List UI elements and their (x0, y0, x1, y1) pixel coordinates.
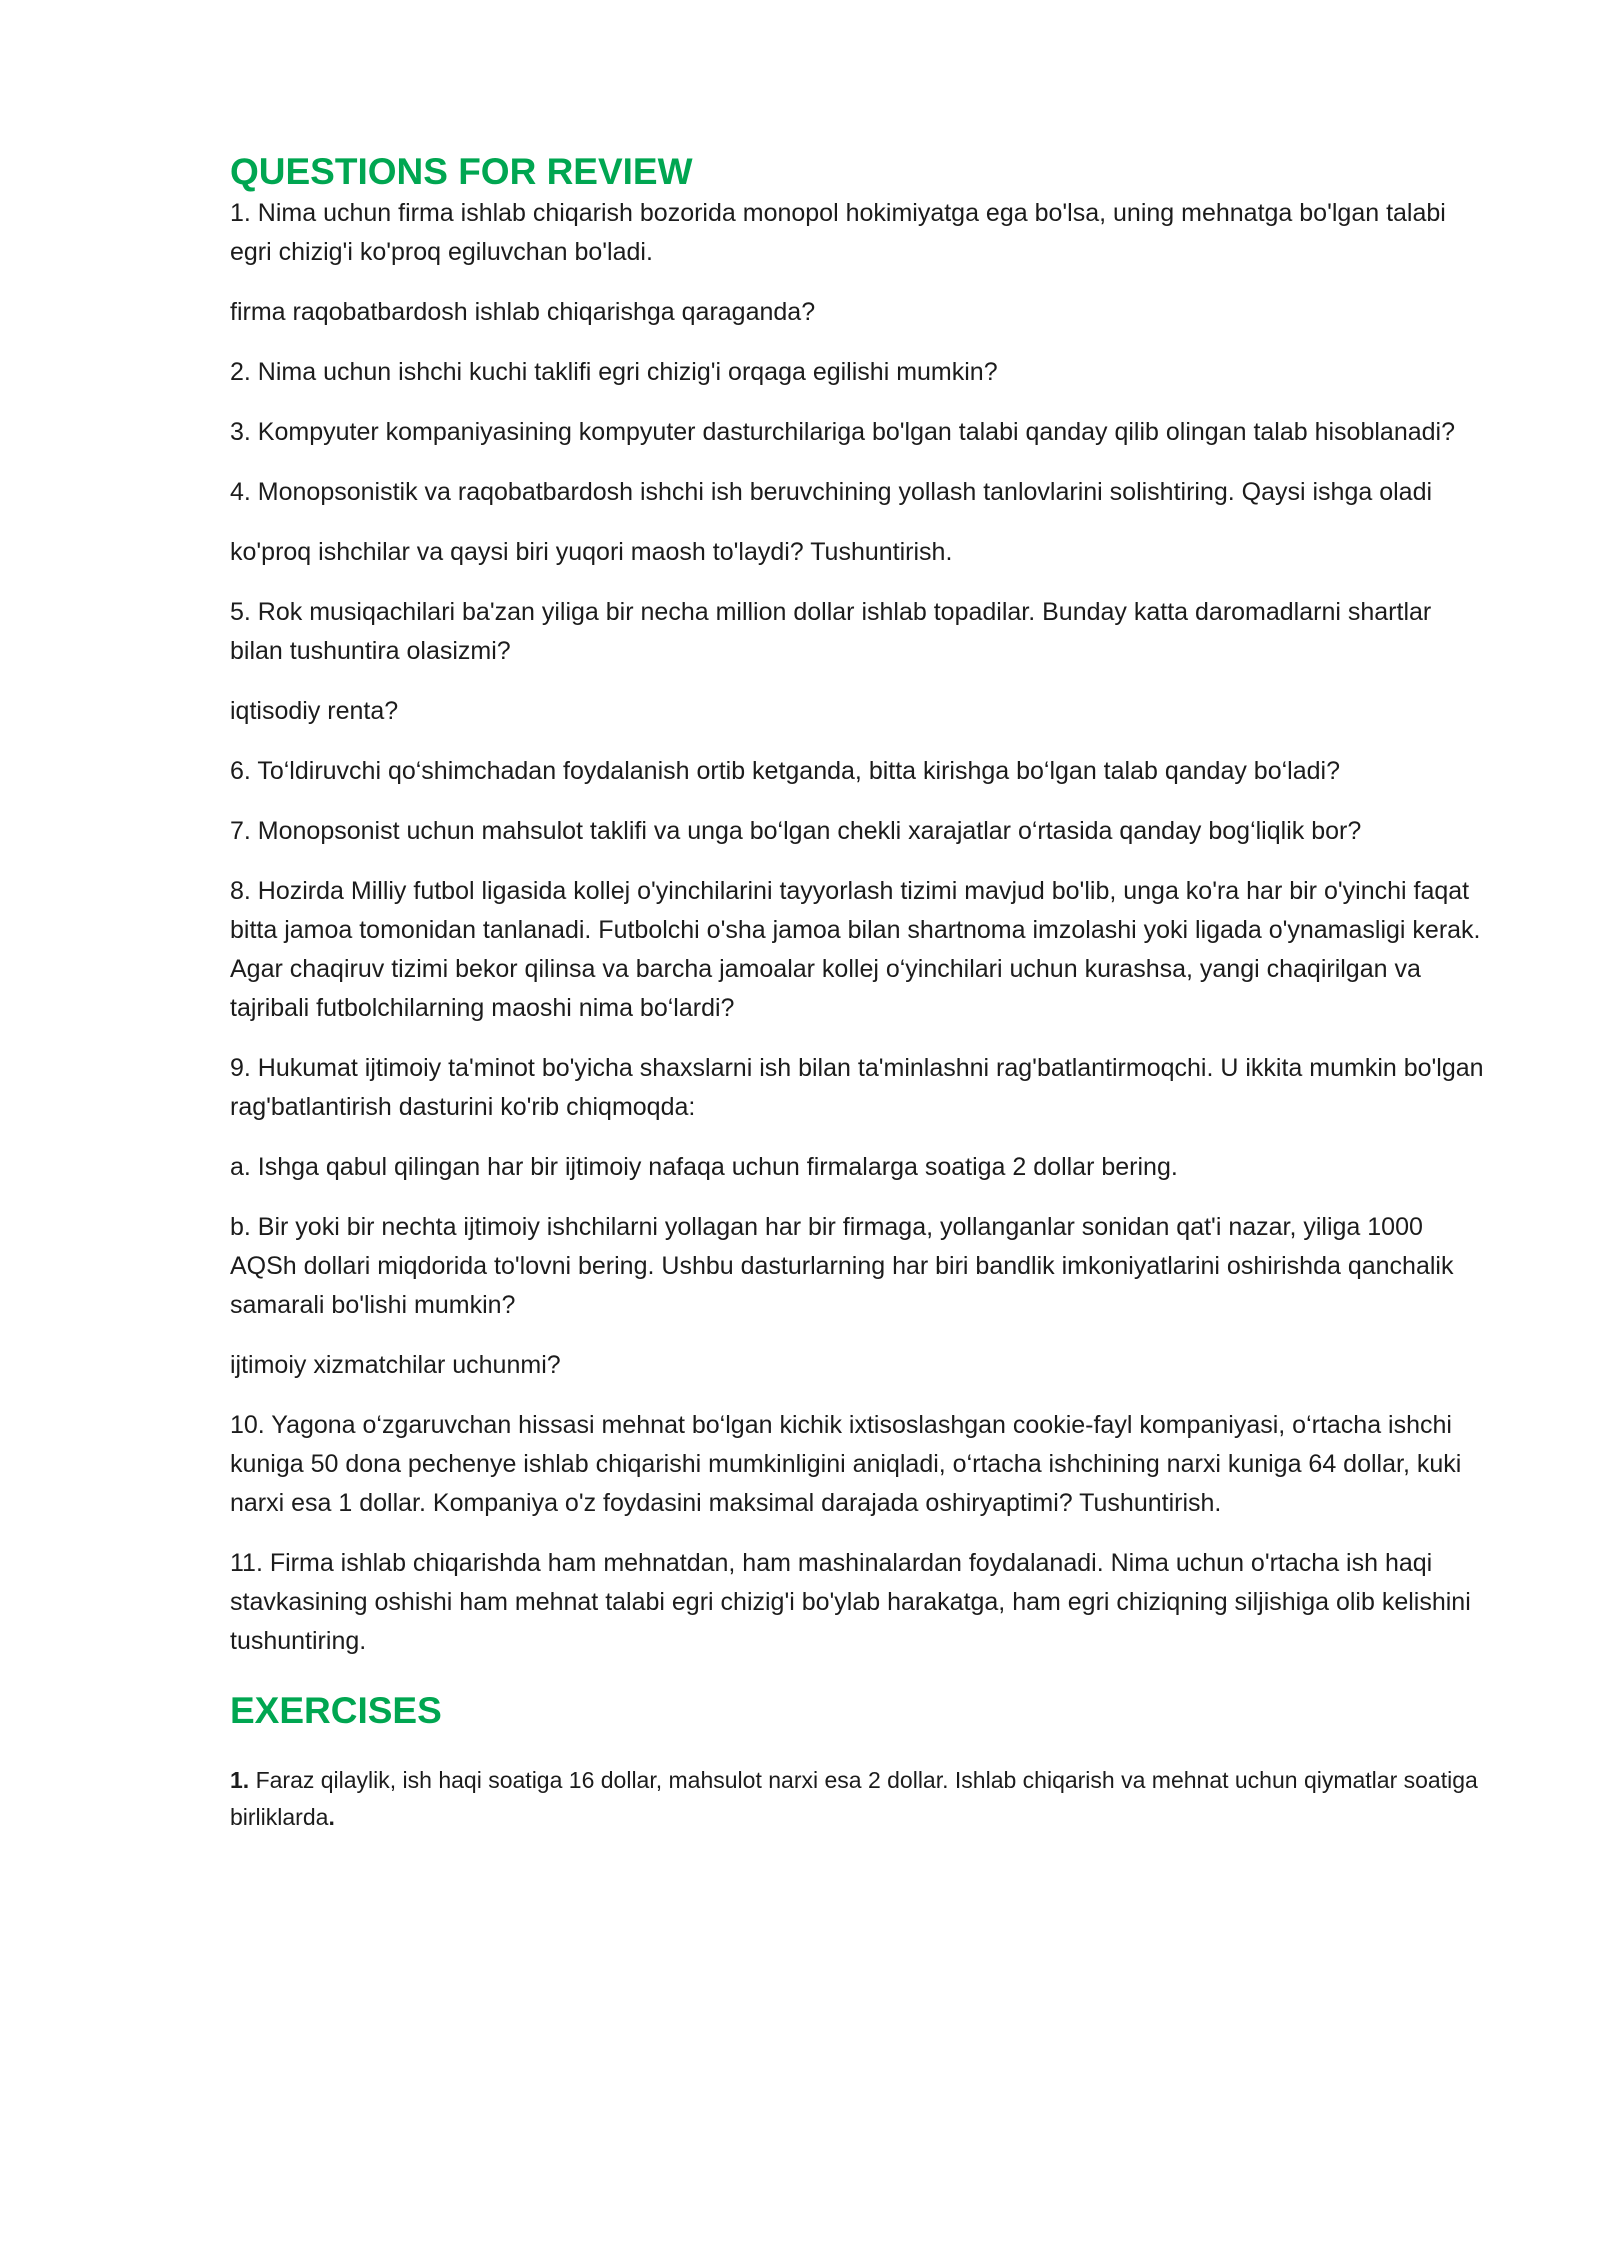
question-paragraph: 9. Hukumat ijtimoiy ta'minot bo'yicha shaxslarni ish bilan ta'minlashni rag'batlantirmoqchi. U ikkita mumkin bo'lgan rag'batlantirish dasturini ko'rib chiqmoqda: (230, 1054, 1484, 1122)
exercise-number: 1. (230, 1766, 250, 1793)
exercises-list (230, 1762, 1490, 1836)
exercise-end-mark: . (328, 1803, 335, 1830)
document-page (230, 150, 1490, 1836)
questions-heading: QUESTIONS FOR REVIEW (230, 151, 693, 192)
question-paragraph: firma raqobatbardosh ishlab chiqarishga qaraganda? (230, 298, 816, 327)
question-paragraph: 3. Kompyuter kompaniyasining kompyuter dasturchilariga bo'lgan talabi qanday qilib olingan talab hisoblanadi? (230, 418, 1455, 447)
question-paragraph: 10. Yagona o‘zgaruvchan hissasi mehnat bo‘lgan kichik ixtisoslashgan cookie-fayl kompaniyasi, o‘rtacha ishchi kuniga 50 dona pechenye ishlab chiqarishi mumkinligini aniqladi, o‘rtacha ishchining narxi kuniga 64 dollar, kuki narxi esa 1 dollar. Kompaniya o'z foydasini maksimal darajada oshiryaptimi? Tushuntirish. (230, 1411, 1462, 1518)
question-paragraph: 6. To‘ldiruvchi qo‘shimchadan foydalanish ortib ketganda, bitta kirishga bo‘lgan talab qanday bo‘ladi? (230, 757, 1340, 786)
exercises-heading: EXERCISES (230, 1690, 442, 1732)
questions-list (230, 194, 1490, 1661)
question-paragraph: b. Bir yoki bir nechta ijtimoiy ishchilarni yollagan har bir firmaga, yollanganlar sonidan qat'i nazar, yiliga 1000 AQSh dollari miqdorida to'lovni bering. Ushbu dasturlarning har biri bandlik imkoniyatlarini oshirishda qanchalik samarali bo'lishi mumkin? (230, 1213, 1454, 1320)
question-paragraph: 1. Nima uchun firma ishlab chiqarish bozorida monopol hokimiyatga ega bo'lsa, uning mehnatga bo'lgan talabi egri chizig'i ko'proq egiluvchan bo'ladi. (230, 199, 1446, 267)
question-paragraph: ijtimoiy xizmatchilar uchunmi? (230, 1351, 561, 1380)
question-paragraph: 11. Firma ishlab chiqarishda ham mehnatdan, ham mashinalardan foydalanadi. Nima uchun o'rtacha ish haqi stavkasining oshishi ham mehnat talabi egri chizig'i bo'ylab harakatga, ham egri chiziqning siljishiga olib kelishini tushuntiring. (230, 1549, 1471, 1656)
question-paragraph: a. Ishga qabul qilingan har bir ijtimoiy nafaqa uchun firmalarga soatiga 2 dollar bering. (230, 1153, 1178, 1182)
question-paragraph: 5. Rok musiqachilari ba'zan yiliga bir necha million dollar ishlab topadilar. Bunday katta daromadlarni shartlar bilan tushuntira olasizmi? (230, 598, 1432, 666)
exercise-text: Faraz qilaylik, ish haqi soatiga 16 dollar, mahsulot narxi esa 2 dollar. Ishlab chiqarish va mehnat uchun qiymatlar soatiga birliklarda (230, 1766, 1478, 1830)
question-paragraph: 7. Monopsonist uchun mahsulot taklifi va unga bo‘lgan chekli xarajatlar o‘rtasida qanday bog‘liqlik bor? (230, 817, 1362, 846)
question-paragraph: 8. Hozirda Milliy futbol ligasida kollej o'yinchilarini tayyorlash tizimi mavjud bo'lib, unga ko'ra har bir o'yinchi faqat bitta jamoa tomonidan tanlanadi. Futbolchi o'sha jamoa bilan shartnoma imzolashi yoki ligada o'ynamasligi kerak. Agar chaqiruv tizimi bekor qilinsa va barcha jamoalar kollej o‘yinchilari uchun kurashsa, yangi chaqirilgan va tajribali futbolchilarning maoshi nima bo‘lardi? (230, 877, 1481, 1023)
question-paragraph: 4. Monopsonistik va raqobatbardosh ishchi ish beruvchining yollash tanlovlarini solishtiring. Qaysi ishga oladi (230, 478, 1433, 507)
question-paragraph: iqtisodiy renta? (230, 697, 399, 726)
question-paragraph: 2. Nima uchun ishchi kuchi taklifi egri chizig'i orqaga egilishi mumkin? (230, 358, 998, 387)
question-paragraph: ko'proq ishchilar va qaysi biri yuqori maosh to'laydi? Tushuntirish. (230, 538, 953, 567)
exercise-item (230, 1762, 1490, 1836)
